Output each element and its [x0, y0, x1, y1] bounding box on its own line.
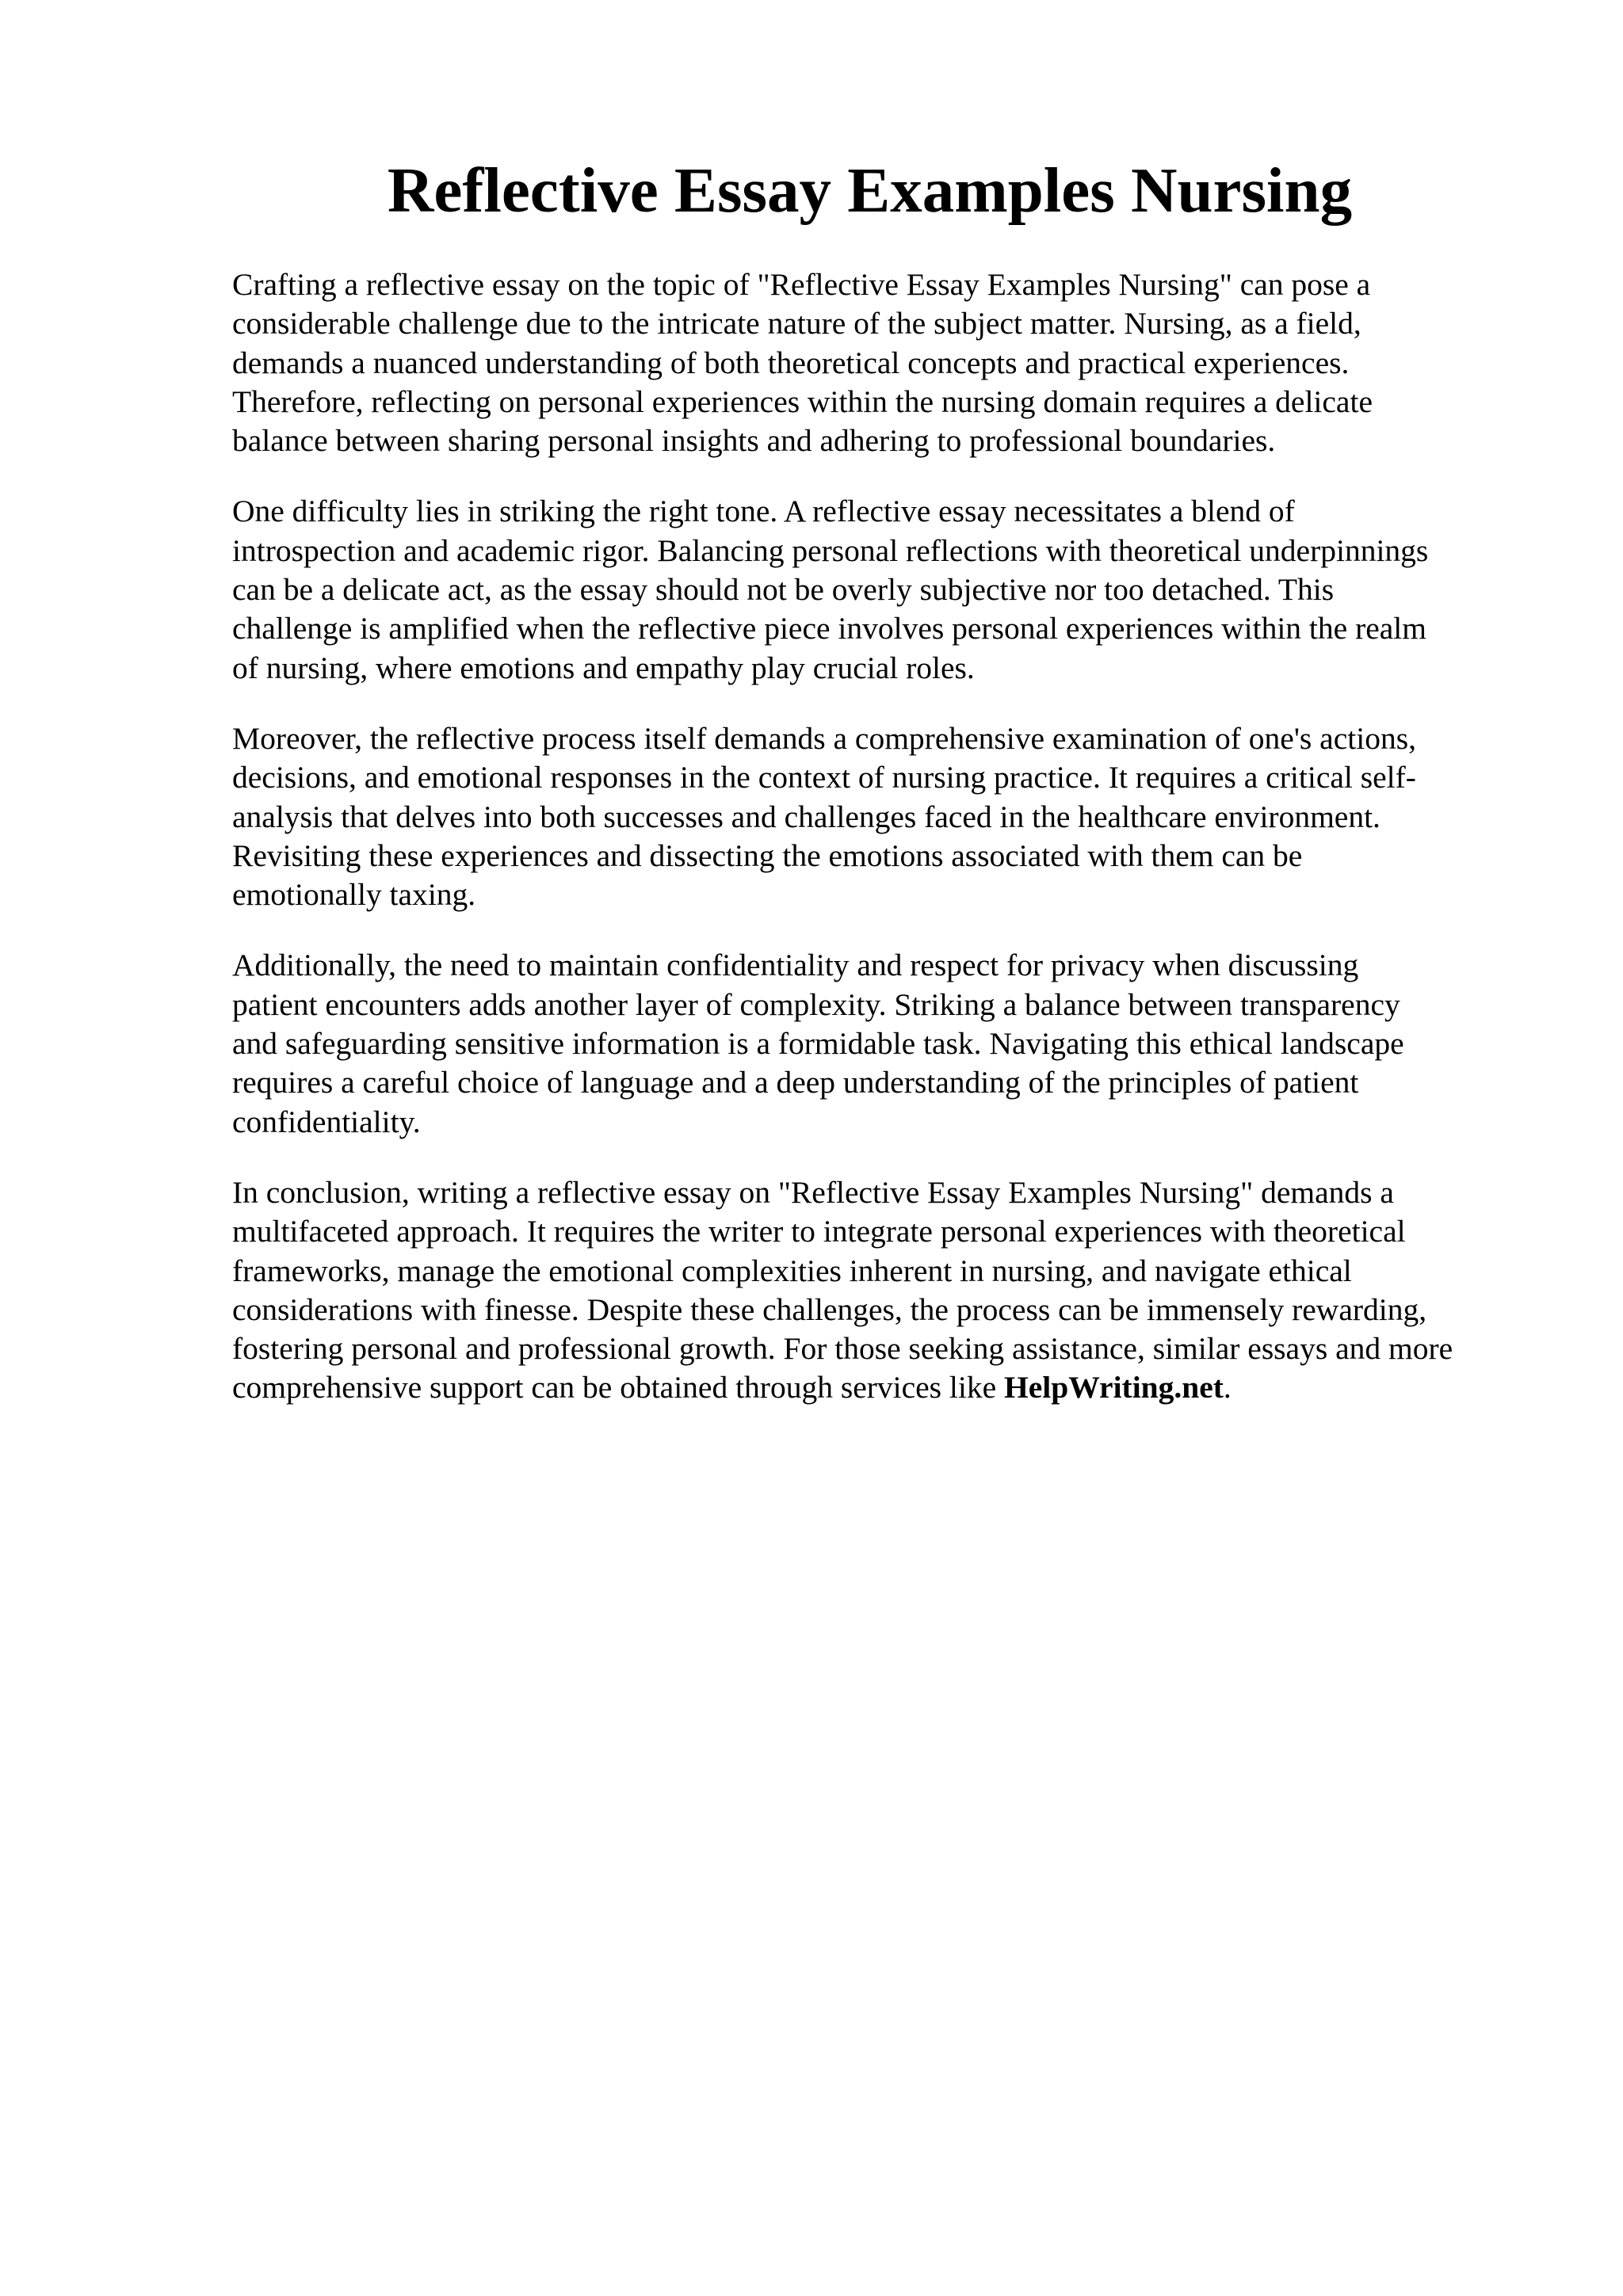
paragraph-2 — [232, 492, 1540, 687]
text-line: Therefore, reflecting on personal experiences within the nursing domain requires a delicate — [232, 383, 1373, 419]
text-line: considerable challenge due to the intricate nature of the subject matter. Nursing, as a field, — [232, 306, 1361, 341]
paragraph-4 — [232, 946, 1540, 1141]
text-line: Revisiting these experiences and dissecting the emotions associated with them can be — [232, 837, 1303, 873]
text-line-final — [232, 1368, 1540, 1407]
text-line: considerations with finesse. Despite these challenges, the process can be immensely rewarding, — [232, 1291, 1427, 1327]
text-line: challenge is amplified when the reflective piece involves personal experiences within the realm — [232, 611, 1426, 646]
text-line: introspection and academic rigor. Balancing personal reflections with theoretical underpinnings — [232, 532, 1429, 568]
essay-body — [232, 265, 1540, 1440]
helpwriting-link[interactable]: HelpWriting.net — [1004, 1370, 1224, 1405]
text-line: can be a delicate act, as the essay should not be overly subjective nor too detached. This — [232, 572, 1335, 608]
text-line: emotionally taxing. — [232, 877, 476, 913]
text-line: requires a careful choice of language and a deep understanding of the principles of patient — [232, 1065, 1359, 1100]
text-line: demands a nuanced understanding of both theoretical concepts and practical experiences. — [232, 345, 1350, 380]
text-line: frameworks, manage the emotional complexities inherent in nursing, and navigate ethical — [232, 1253, 1352, 1288]
text-line: patient encounters adds another layer of complexity. Striking a balance between transparency — [232, 986, 1400, 1022]
text-line: One difficulty lies in striking the right tone. A reflective essay necessitates a blend of — [232, 494, 1295, 529]
text-line: balance between sharing personal insights and adhering to professional boundaries. — [232, 423, 1276, 459]
text-line: and safeguarding sensitive information is a formidable task. Navigating this ethical landscape — [232, 1026, 1404, 1062]
text-line: fostering personal and professional growth. For those seeking assistance, similar essays and more — [232, 1331, 1453, 1367]
text-line: Additionally, the need to maintain confidentiality and respect for privacy when discussing — [232, 948, 1359, 983]
text-line: of nursing, where emotions and empathy play crucial roles. — [232, 650, 975, 685]
paragraph-1 — [232, 265, 1540, 460]
text-line: decisions, and emotional responses in the context of nursing practice. It requires a critical self- — [232, 760, 1416, 795]
text-fragment: . — [1223, 1370, 1232, 1405]
page-title: Reflective Essay Examples Nursing — [387, 154, 1353, 226]
text-line: analysis that delves into both successes and challenges faced in the healthcare environment. — [232, 799, 1381, 834]
paragraph-5 — [232, 1173, 1540, 1408]
text-line: confidentiality. — [232, 1104, 421, 1139]
text-line: In conclusion, writing a reflective essay on "Reflective Essay Examples Nursing" demands a — [232, 1174, 1394, 1210]
text-line: Moreover, the reflective process itself demands a comprehensive examination of one's actions, — [232, 720, 1416, 756]
paragraph-3 — [232, 719, 1540, 914]
text-line: Crafting a reflective essay on the topic of "Reflective Essay Examples Nursing" can pose a — [232, 267, 1371, 302]
text-fragment: comprehensive support can be obtained through services like — [232, 1370, 1005, 1405]
text-line: multifaceted approach. It requires the writer to integrate personal experiences with theoretical — [232, 1214, 1406, 1249]
